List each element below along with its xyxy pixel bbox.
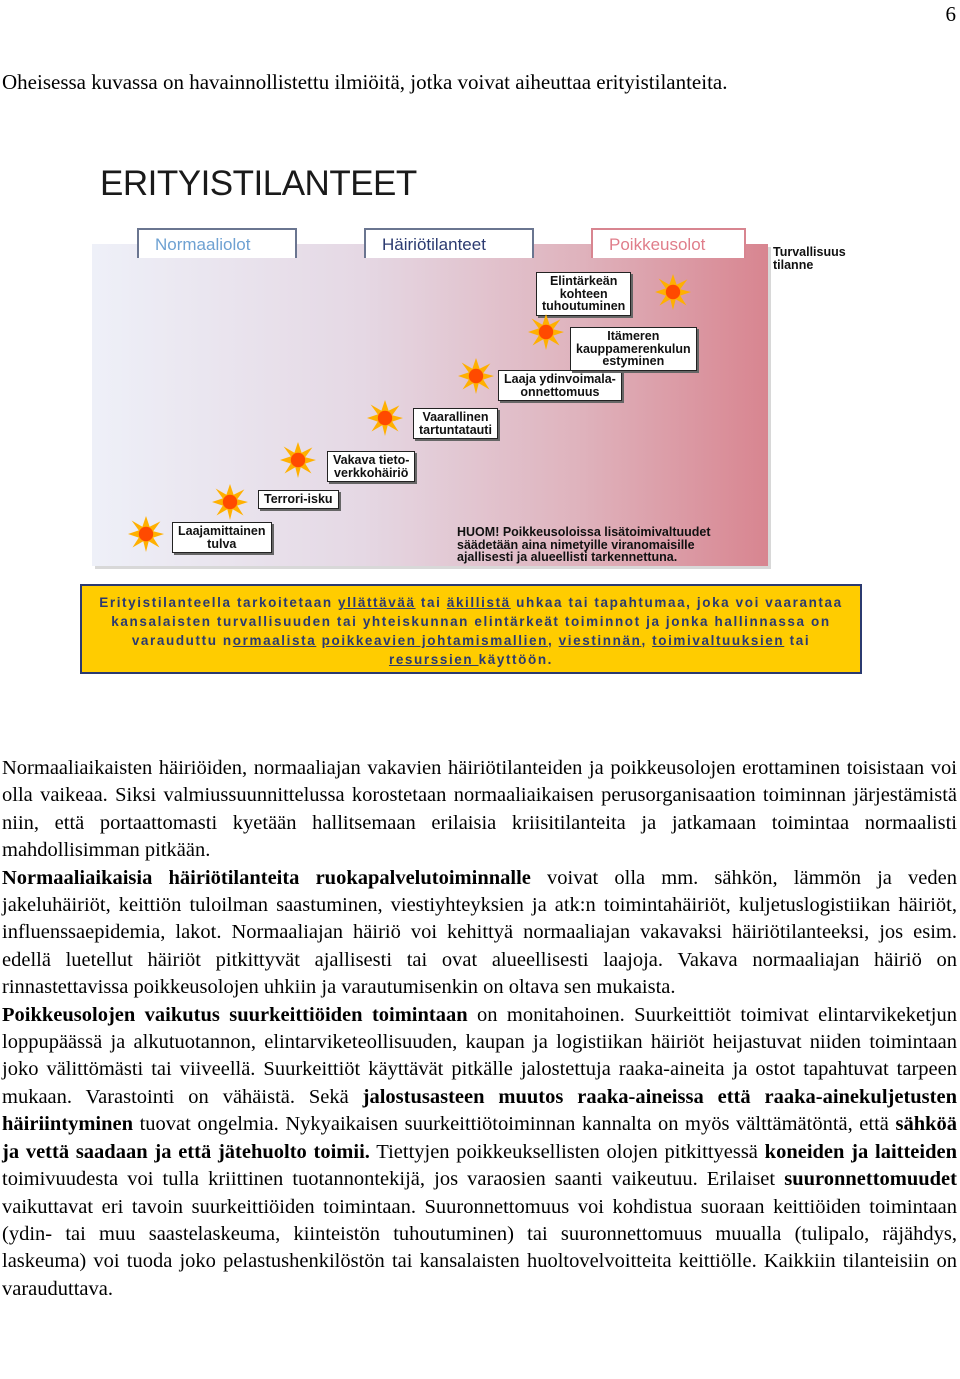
def-term-yllattava: yllättävää xyxy=(338,595,416,610)
def-term-viestinta: viestinnän xyxy=(558,633,642,648)
def-term-akillinen: äkillistä xyxy=(446,595,511,610)
axis-label-line-2: tilanne xyxy=(773,258,814,272)
huom-line-1: HUOM! Poikkeusoloissa lisätoimivaltuudet xyxy=(457,525,711,539)
tab-poikkeusolot: Poikkeusolot xyxy=(591,228,746,258)
huom-line-2: säädetään aina nimetyille viranomaisille xyxy=(457,537,695,552)
definition-box xyxy=(80,584,862,674)
axis-label-line-1: Turvallisuus xyxy=(773,245,846,259)
paragraph-text: toimivuudesta voi tulla kriittinen tuotannontekijä, jos varaosien saanti vaikeutuu. Erilaiset xyxy=(2,1168,785,1191)
paragraph-text: voivat olla mm. sähkön, lämmön ja veden jakeluhäiriöt, keittiön tuloilman saastuminen, viestiyhteyksien ja atk:n toimintahäiriöt, kuljetuslogistiikan häiriöt, influenssaepidemia, lakot. Normaaliajan häiriö voi kehittyä normaaliajan vakavaksi häiriötilanteeksi, jos esim. edellä luetellut häiriöt pitkittyvät ajallisesti tai ovat alueellisesti laajoja. Vakava normaaliajan häiriö on rinnastettavissa poikkeusolojen uhkiin ja varautumisenkin on oltava sen mukaista. xyxy=(2,866,957,999)
axis-label xyxy=(773,246,846,272)
explosion-icon xyxy=(128,516,164,552)
bold-phrase: koneiden ja laitteiden xyxy=(764,1140,957,1163)
def-text: käyttöön. xyxy=(478,652,554,667)
event-box-tartuntatauti: Vaarallinen tartuntatauti xyxy=(413,408,498,439)
explosion-icon xyxy=(280,442,316,478)
explosion-icon xyxy=(655,274,691,310)
def-text: tai xyxy=(784,633,811,648)
def-term-toimivaltuudet: toimivaltuuksien xyxy=(652,633,785,648)
def-term-johtamismallit: poikkeavien johtamismallien xyxy=(321,633,548,648)
body-text xyxy=(2,755,957,1303)
event-box-itameri: Itämeren kauppamerenkulun estyminen xyxy=(570,327,697,371)
intro-sentence: Oheisessa kuvassa on havainnollistettu ilmiöitä, jotka voivat aiheuttaa erityistilanteita. xyxy=(2,70,728,94)
paragraph-text: Tiettyjen poikkeuksellisten olojen pitkittyessä xyxy=(369,1140,765,1163)
explosion-icon xyxy=(458,358,494,394)
explosion-icon xyxy=(367,400,403,436)
huom-note xyxy=(457,526,711,564)
paragraph: Normaaliaikaisten häiriöiden, normaaliajan vakavien häiriötilanteiden ja poikkeusolojen erottaminen toisistaan voi olla vaikeaa. Siksi valmiussuunnittelussa korostetaan normaaliaikaisen perusorganisaation toiminnan järjestämistä niin, että portaattomasti kyetään hallitsemaan erilaisia kriisitilanteita ja jatkamaan toimintaa normaalisti mahdollisimman pitkään. xyxy=(2,757,957,862)
paragraph-text: vaikuttavat eri tavoin suurkeittiöiden toimintaan. Suuronnettomuus voi kohdistua suoraan keittiöiden toimintaan (ydin- tai muu saastelaskeuma, kiinteistön tuhoutuminen) tai suuronnettomuus muualla (tulipalo, räjähdys, laskeuma) voi tuoda joko pelastushenkilöstön tai kansalaisten huoltovelvoitteita keittiölle. Kaikkiin tilanteisiin on varauduttava. xyxy=(2,1195,957,1300)
def-term-normaalista: ormaalista xyxy=(232,633,317,648)
page-number: 6 xyxy=(945,2,956,26)
paragraph-text: on monitahoinen. Suurkeittiöt toimivat elintarvikeketjun loppupäässä ja alkutuotannon, elintarviketeollisuuden, kaupan ja logistiikan häiriöt heijastuvat niiden toimintaan joko välittömästi tai viiveellä. Suurkeittiöt käyttävät pitkälle jalostettuja raaka-aineita ja ostot tapahtuvat tarpeen mukaan. Varastointi on vähäistä. Sekä xyxy=(2,1003,957,1108)
paragraph xyxy=(2,865,957,1002)
event-box-terrori: Terrori-isku xyxy=(258,490,339,509)
bold-phrase: jalostusasteen muutos raaka-aineissa että raaka-ainekuljetusten häiriintyminen xyxy=(2,1085,957,1136)
event-box-tietoverkko: Vakava tieto- verkkohäiriö xyxy=(327,451,415,482)
bold-phrase: sähköä ja vettä saadaan ja että jätehuolto toimii. xyxy=(2,1113,957,1163)
tab-hairiotilanteet: Häiriötilanteet xyxy=(364,228,534,258)
def-text: Erityistilanteella tarkoitetaan xyxy=(99,595,339,610)
huom-line-3: ajallisesti ja alueellisti tarkennettuna. xyxy=(457,550,678,564)
bold-phrase: suuronnettomuudet xyxy=(784,1168,957,1191)
event-box-elintarkea: Elintärkeän kohteen tuhoutuminen xyxy=(536,272,631,316)
def-text: , xyxy=(641,633,653,648)
event-box-ydinvoimala: Laaja ydinvoimala- onnettomuus xyxy=(498,370,622,401)
def-text: , xyxy=(547,633,559,648)
figure-title: ERITYISTILANTEET xyxy=(100,164,417,203)
bold-phrase: Normaaliaikaisia häiriötilanteita ruokapalvelutoiminnalle xyxy=(2,866,531,889)
def-text: tai xyxy=(415,595,447,610)
paragraph-text: tuovat ongelmia. Nykyaikaisen suurkeittiötoiminnan kannalta on myös välttämätöntä, että xyxy=(133,1113,896,1136)
paragraph xyxy=(2,1002,957,1303)
tab-normaaliolot: Normaaliolot xyxy=(137,228,297,258)
explosion-icon xyxy=(528,314,564,350)
bold-phrase: Poikkeusolojen vaikutus suurkeittiöiden toimintaan xyxy=(2,1003,468,1026)
explosion-icon xyxy=(212,484,248,520)
def-text: uhkaa tai tapahtumaa, joka voi vaarantaa kansalaisten turvallisuuden tai yhteiskunnan elintärkeät toiminnot ja jonka hallinnassa on varauduttu n xyxy=(111,595,843,648)
erityistilanteet-figure xyxy=(0,150,960,690)
event-box-tulva: Laajamittainen tulva xyxy=(172,522,272,553)
def-term-resurssit: resurssien xyxy=(388,652,479,667)
